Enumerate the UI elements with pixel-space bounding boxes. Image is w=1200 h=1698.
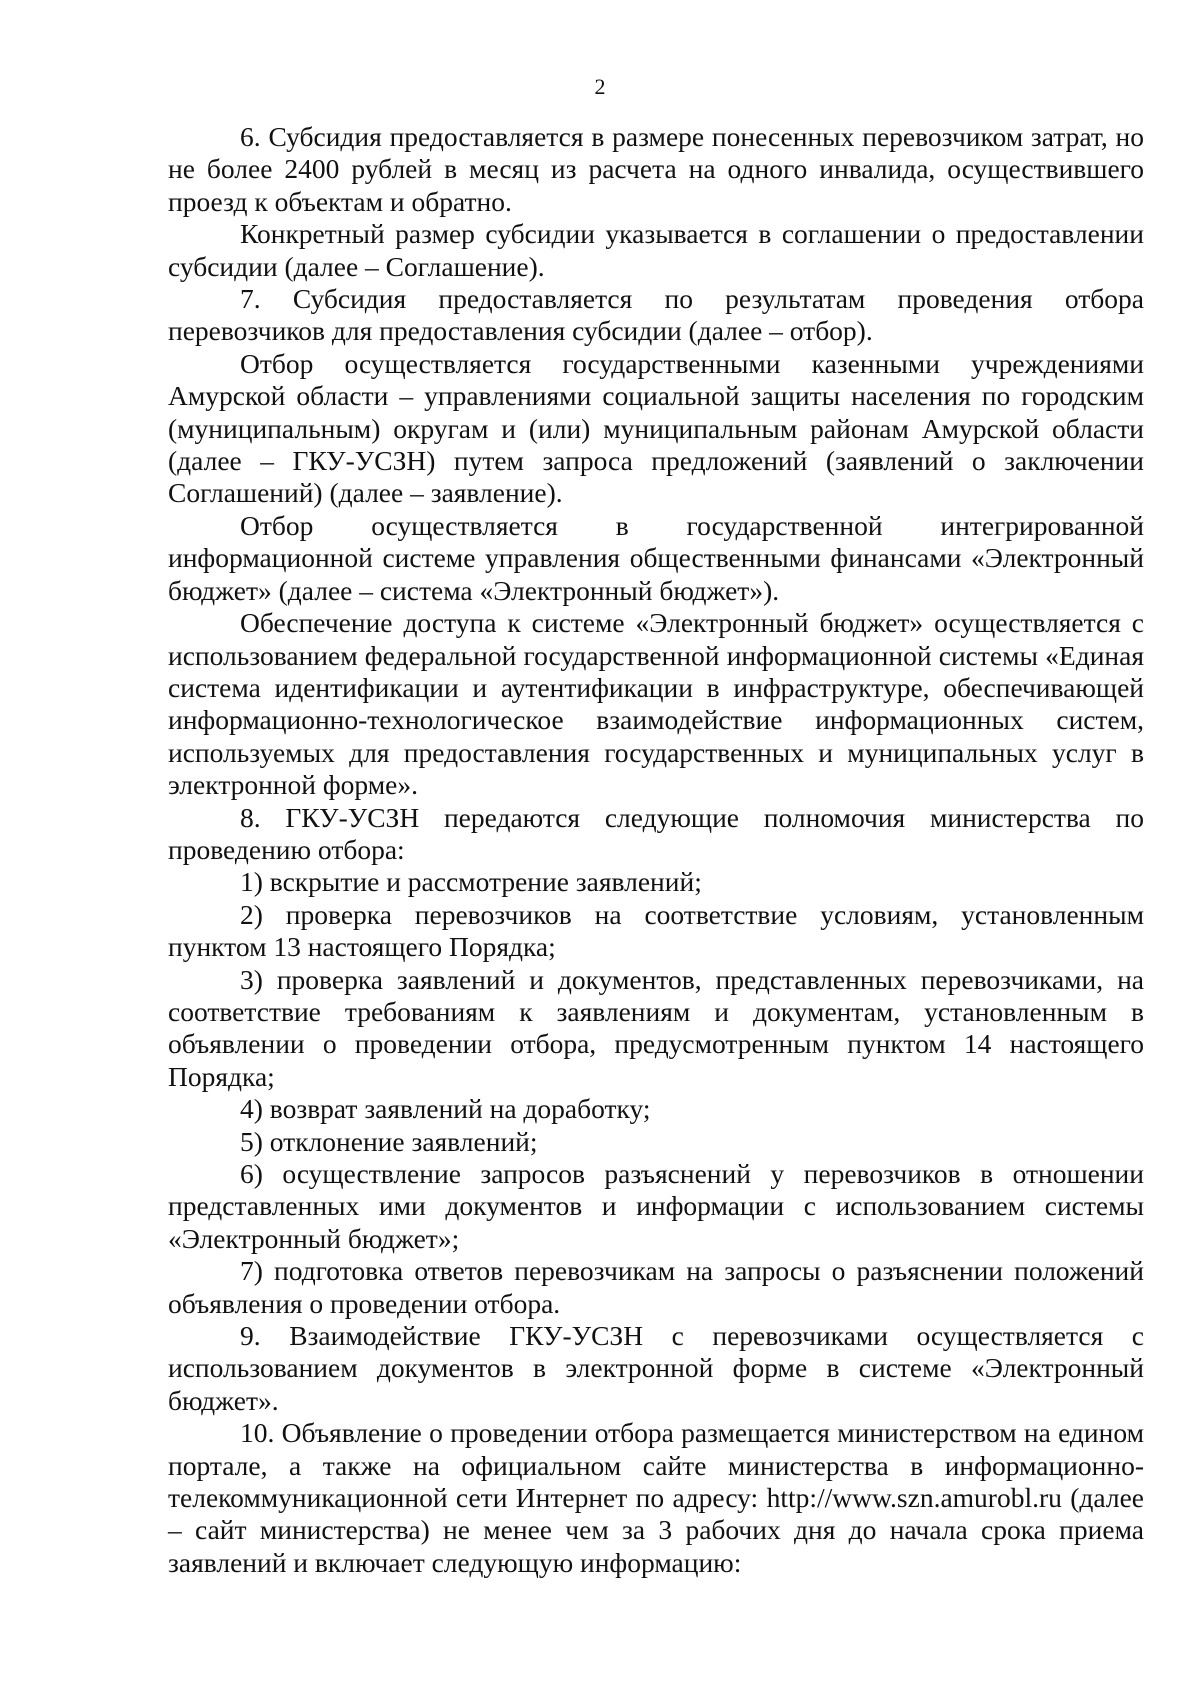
paragraph-system-access: Обеспечение доступа к системе «Электронный бюджет» осуществляется с использованием федеральной государственной информационной системы «Единая система идентификации и аутентификации в инфраструктуре, обеспечивающей информационно-технологическое взаимодействие информационных систем, используемых для предоставления государственных и муниципальных услуг в электронной форме». <box>168 607 1144 801</box>
list-item-7: 7) подготовка ответов перевозчикам на запросы о разъяснении положений объявления о проведении отбора. <box>168 1255 1144 1319</box>
page-number: 2 <box>594 74 606 99</box>
list-item-4: 4) возврат заявлений на доработку; <box>240 1093 651 1125</box>
paragraph-specific-amount: Конкретный размер субсидии указывается в соглашении о предоставлении субсидии (далее – Соглашение). <box>168 218 1144 282</box>
list-item-2: 2) проверка перевозчиков на соответствие условиям, установленным пунктом 13 настоящего Порядка; <box>168 898 1144 963</box>
paragraph-9-interaction: 9. Взаимодействие ГКУ-УСЗН с перевозчиками осуществляется с использованием документов в электронной форме в системе «Электронный бюджет». <box>168 1320 1144 1416</box>
paragraph-8-powers: 8. ГКУ-УСЗН передаются следующие полномочия министерства по проведению отбора: <box>168 801 1144 865</box>
list-item-5: 5) отклонение заявлений; <box>240 1125 538 1157</box>
list-item-3: 3) проверка заявлений и документов, представленных перевозчиками, на соответствие требованиям к заявлениям и документам, установленным в объявлении о проведении отбора, предусмотренным пунктом 14 настоящего Порядка; <box>168 963 1144 1092</box>
list-item-6: 6) осуществление запросов разъяснений у перевозчиков в отношении представленных ими документов и информации с использованием системы «Электронный бюджет»; <box>168 1158 1144 1254</box>
list-item-1: 1) вскрытие и рассмотрение заявлений; <box>240 866 702 898</box>
paragraph-electronic-budget: Отбор осуществляется в государственной интегрированной информационной системе управления общественными финансами «Электронный бюджет» (далее – система «Электронный бюджет»). <box>168 509 1144 606</box>
paragraph-10-announcement: 10. Объявление о проведении отбора размещается министерством на едином портале, а также на официальном сайте министерства в информационно-телекоммуникационной сети Интернет по адресу: http://www.szn.amurobl.ru (далее – сайт министерства) не менее чем за 3 рабочих дня до начала срока приема заявлений и включает следующую информацию: <box>168 1417 1144 1578</box>
paragraph-6-subsidy-amount: 6. Субсидия предоставляется в размере понесенных перевозчиком затрат, но не более 2400 рублей в месяц из расчета на одного инвалида, осуществившего проезд к объектам и обратно. <box>168 121 1144 217</box>
paragraph-7-selection: 7. Субсидия предоставляется по результатам проведения отбора перевозчиков для предоставления субсидии (далее – отбор). <box>168 283 1144 347</box>
document-body <box>168 121 1144 1579</box>
paragraph-selection-agencies: Отбор осуществляется государственными казенными учреждениями Амурской области – управлениями социальной защиты населения по городским (муниципальным) округам и (или) муниципальным районам Амурской области (далее – ГКУ-УСЗН) путем запроса предложений (заявлений о заключении Соглашений) (далее – заявление). <box>168 347 1144 509</box>
